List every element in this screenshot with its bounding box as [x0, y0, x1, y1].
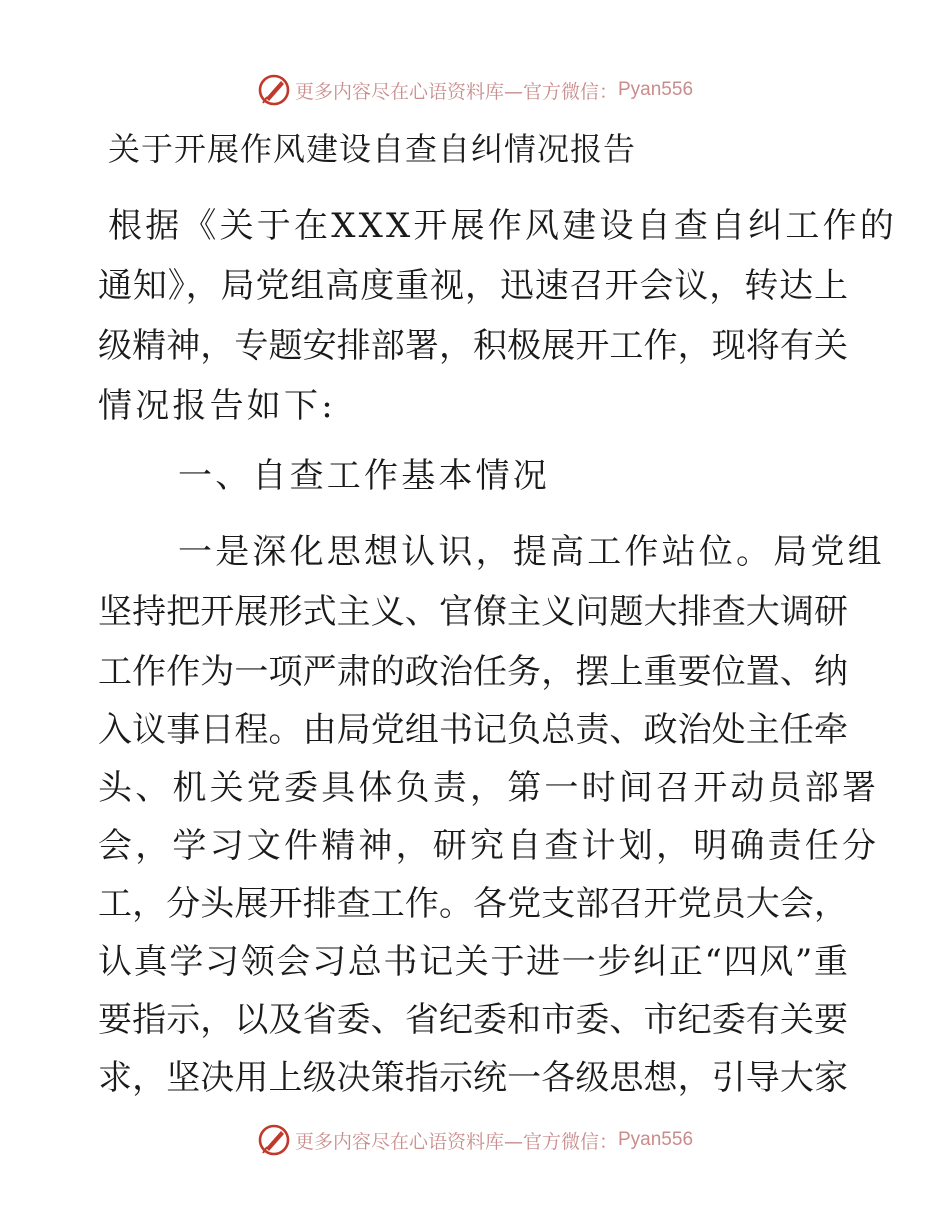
watermark-account: Pyan556: [618, 79, 694, 100]
watermark-text: 更多内容尽在心语资料库—官方微信：: [294, 80, 618, 103]
watermark-text: 更多内容尽在心语资料库—官方微信：: [294, 1130, 618, 1153]
body-line-7: 工，分头展开排查工作。各党支部召开党员大会，: [98, 884, 848, 924]
body-line-6: 会，学习文件精神，研究自查计划，明确责任分: [98, 826, 880, 866]
intro-line-1: 根据《关于在XXX开展作风建设自查自纠工作的: [108, 206, 898, 246]
intro-line-3: 级精神，专题安排部署，积极展开工作，现将有关: [98, 326, 848, 366]
watermark-account: Pyan556: [618, 1129, 694, 1150]
document-title: 关于开展作风建设自查自纠情况报告: [108, 130, 637, 168]
quill-logo-icon: [257, 73, 291, 107]
body-line-5: 头、机关党委具体负责，第一时间召开动员部署: [98, 768, 880, 808]
body-line-3: 工作作为一项严肃的政治任务，摆上重要位置、纳: [98, 652, 848, 692]
watermark-footer: [0, 1120, 950, 1160]
intro-line-4: 情况报告如下:: [98, 386, 336, 426]
body-line-8: 认真学习领会习总书记关于进一步纠正“四风”重: [98, 942, 848, 982]
body-line-2: 坚持把开展形式主义、官僚主义问题大排查大调研: [98, 592, 848, 632]
body-line-4: 入议事日程。由局党组书记负总责、政治处主任牵: [98, 710, 848, 750]
quill-logo-icon: [257, 1123, 291, 1157]
body-line-10: 求，坚决用上级决策指示统一各级思想，引导大家: [98, 1058, 848, 1098]
body-line-1: 一是深化思想认识，提高工作站位。局党组: [178, 532, 885, 572]
body-line-9: 要指示，以及省委、省纪委和市委、市纪委有关要: [98, 1000, 848, 1040]
watermark-header: [0, 70, 950, 110]
section-heading: 一、自查工作基本情况: [178, 456, 550, 496]
intro-line-2: 通知》，局党组高度重视，迅速召开会议，转达上: [98, 266, 848, 306]
